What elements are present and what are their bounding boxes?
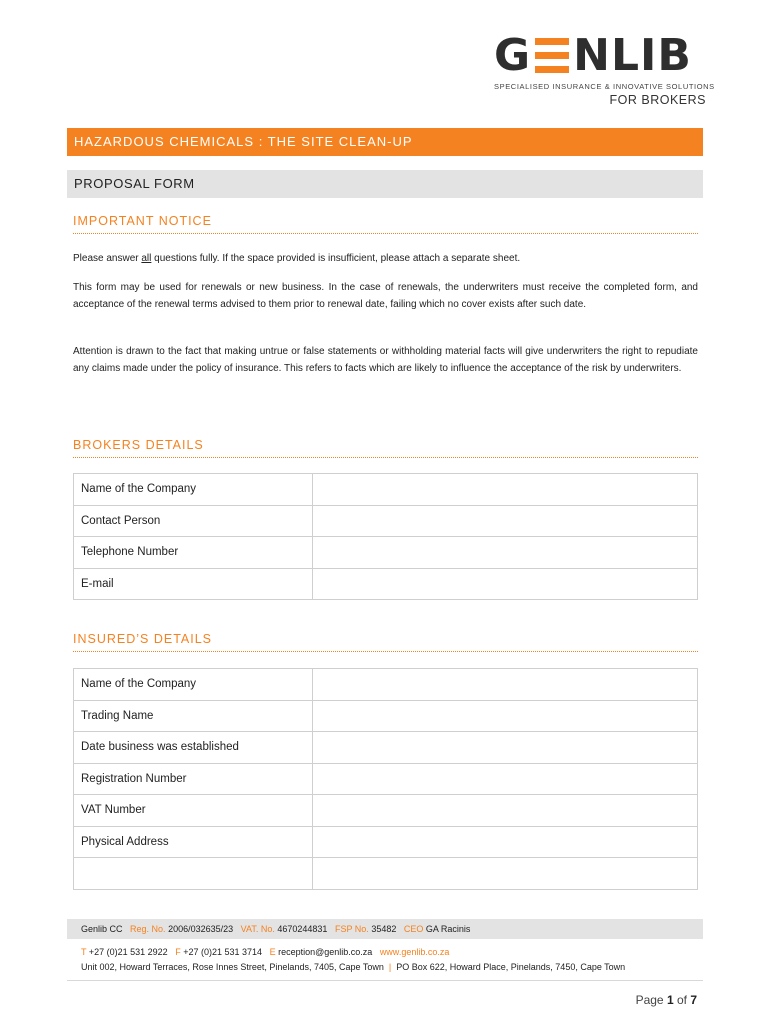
logo-subtitle: FOR BROKERS bbox=[609, 93, 706, 107]
field-label bbox=[74, 858, 313, 890]
telephone-field[interactable] bbox=[313, 537, 698, 569]
footer-divider bbox=[67, 980, 703, 981]
insured-details-table bbox=[73, 668, 698, 890]
notice-paragraph-1: Please answer all questions fully. If the space provided is insufficient, please attach a separate sheet. bbox=[73, 253, 521, 264]
table-row bbox=[74, 763, 698, 795]
table-row bbox=[74, 795, 698, 827]
field-label: Trading Name bbox=[74, 700, 313, 732]
field-label: Name of the Company bbox=[74, 474, 313, 506]
email-field[interactable] bbox=[313, 568, 698, 600]
trading-name-field[interactable] bbox=[313, 700, 698, 732]
insured-company-name-field[interactable] bbox=[313, 669, 698, 701]
company-logo bbox=[494, 30, 715, 107]
field-label: Contact Person bbox=[74, 505, 313, 537]
underlined-all: all bbox=[141, 253, 152, 264]
table-row bbox=[74, 700, 698, 732]
notice-paragraph-3: Attention is drawn to the fact that making untrue or false statements or withholding material facts will give underwriters the right to repudiate any claims made under the policy of insurance. This refers to facts which are likely to influence the acceptance of the risk by underwriters. bbox=[73, 346, 698, 374]
table-row bbox=[74, 474, 698, 506]
footer-contact-line: T +27 (0)21 531 2922 F +27 (0)21 531 3714 E reception@genlib.co.za www.genlib.co.za bbox=[81, 947, 450, 957]
contact-person-field[interactable] bbox=[313, 505, 698, 537]
brokers-details-heading: BROKERS DETAILS bbox=[73, 438, 698, 458]
table-row bbox=[74, 826, 698, 858]
logo-wordmark bbox=[494, 30, 706, 81]
important-notice-heading: IMPORTANT NOTICE bbox=[73, 214, 698, 234]
field-label: Telephone Number bbox=[74, 537, 313, 569]
table-row bbox=[74, 732, 698, 764]
page-number: Page 1 of 7 bbox=[635, 993, 697, 1007]
date-established-field[interactable] bbox=[313, 732, 698, 764]
logo-letters-nlib: NLIB bbox=[573, 30, 692, 81]
field-label: Physical Address bbox=[74, 826, 313, 858]
brokers-details-table bbox=[73, 473, 698, 600]
logo-tagline: SPECIALISED INSURANCE & INNOVATIVE SOLUTIONS bbox=[494, 82, 715, 91]
form-title-banner: HAZARDOUS CHEMICALS : THE SITE CLEAN-UP bbox=[67, 128, 703, 156]
table-row bbox=[74, 568, 698, 600]
physical-address-field-line-2[interactable] bbox=[313, 858, 698, 890]
field-label: VAT Number bbox=[74, 795, 313, 827]
physical-address-field[interactable] bbox=[313, 826, 698, 858]
table-row bbox=[74, 669, 698, 701]
company-name-field[interactable] bbox=[313, 474, 698, 506]
form-subtitle-banner: PROPOSAL FORM bbox=[67, 170, 703, 198]
field-label: Registration Number bbox=[74, 763, 313, 795]
footer-company-bar: Genlib CC Reg. No. 2006/032635/23 VAT. No. 4670244831 FSP No. 35482 CEO GA Racinis bbox=[67, 919, 703, 939]
registration-number-field[interactable] bbox=[313, 763, 698, 795]
insured-details-heading: INSURED’S DETAILS bbox=[73, 632, 698, 652]
field-label: Date business was established bbox=[74, 732, 313, 764]
logo-letter-g: G bbox=[494, 30, 532, 81]
field-label: E-mail bbox=[74, 568, 313, 600]
table-row bbox=[74, 537, 698, 569]
notice-paragraph-2: This form may be used for renewals or new business. In the case of renewals, the underwriters must receive the completed form, and acceptance of the renewal terms advised to them prior to renewal date, failing which no cover exists after such date. bbox=[73, 282, 698, 310]
footer-email-link[interactable]: reception@genlib.co.za bbox=[278, 947, 373, 957]
footer-address-line: Unit 002, Howard Terraces, Rose Innes Street, Pinelands, 7405, Cape Town | PO Box 622, Howard Place, Pinelands, 7450, Cape Town bbox=[81, 962, 626, 972]
table-row bbox=[74, 505, 698, 537]
footer-website-link[interactable]: www.genlib.co.za bbox=[379, 947, 450, 957]
vat-number-field[interactable] bbox=[313, 795, 698, 827]
field-label: Name of the Company bbox=[74, 669, 313, 701]
logo-e-bars bbox=[535, 38, 569, 74]
table-row bbox=[74, 858, 698, 890]
